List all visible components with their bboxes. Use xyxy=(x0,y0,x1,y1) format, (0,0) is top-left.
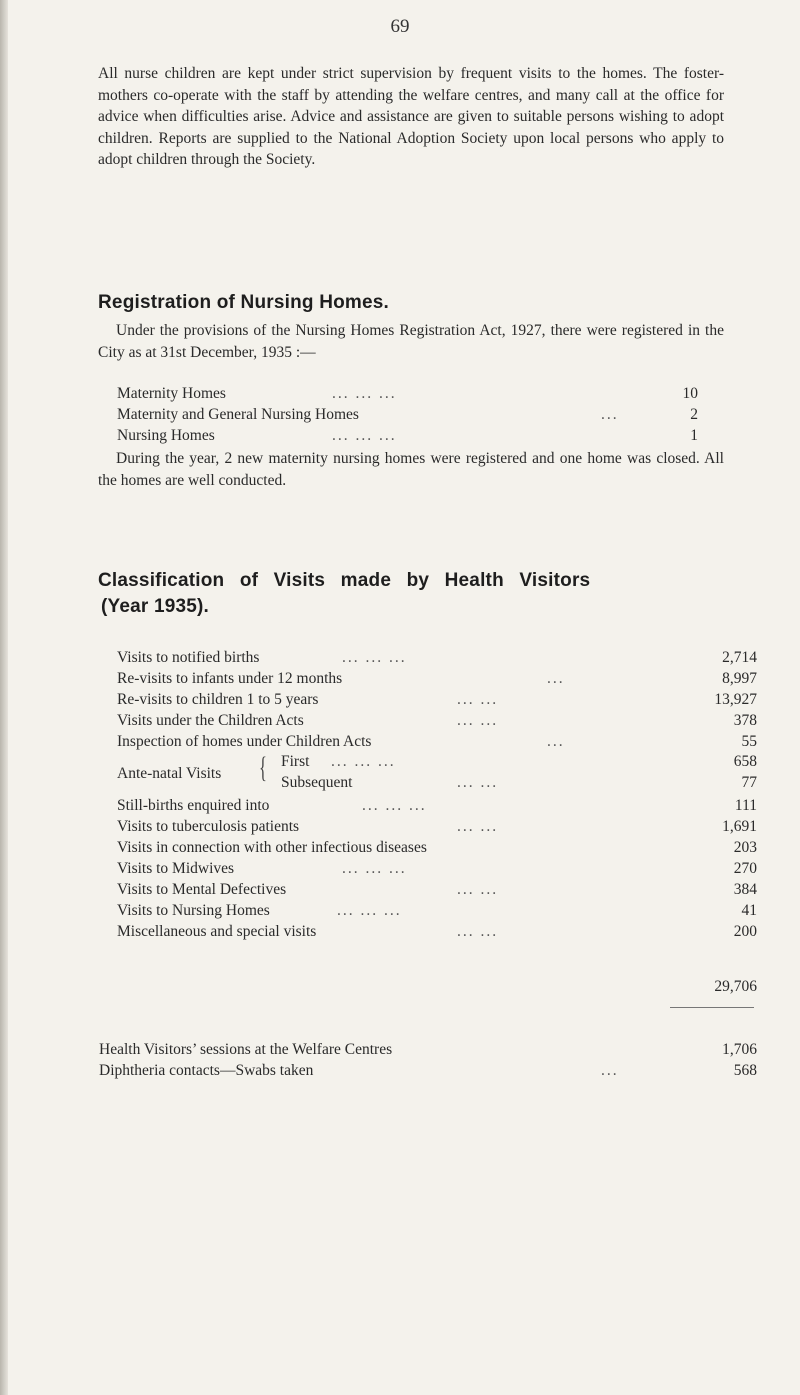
row-value: 13,927 xyxy=(714,691,757,708)
row-label: Visits to Mental Defectives xyxy=(117,881,287,898)
leader-dots: ... xyxy=(601,1062,619,1079)
item-value: 1 xyxy=(690,427,698,444)
leader-dots: ... xyxy=(547,733,565,750)
row-value: 77 xyxy=(741,774,757,791)
row-value: 41 xyxy=(741,902,757,919)
leader-dots: ... ... xyxy=(457,881,499,898)
row-label: Still-births enquired into xyxy=(117,797,270,814)
item-value: 2 xyxy=(690,406,698,423)
leader-dots: ... ... xyxy=(457,818,499,835)
page-binding-edge xyxy=(0,0,8,1395)
leader-dots: ... ... ... xyxy=(362,797,427,814)
leader-dots: ... ... xyxy=(457,712,499,729)
row-value: 200 xyxy=(733,923,757,940)
item-value: 10 xyxy=(682,385,698,402)
brace-glyph: { xyxy=(259,751,267,784)
leader-dots: ... ... xyxy=(457,691,499,708)
row-value: 270 xyxy=(733,860,757,877)
row-value: 1,691 xyxy=(722,818,757,835)
leader-dots: ... ... ... xyxy=(331,753,396,770)
row-value: 203 xyxy=(733,839,757,856)
row-sub-label: First xyxy=(281,753,310,770)
total-value: 29,706 xyxy=(714,978,757,995)
row-label: Visits to notified births xyxy=(117,649,260,666)
total-rule xyxy=(670,1007,754,1008)
row-value: 658 xyxy=(733,753,757,770)
nursing-homes-after-text: During the year, 2 new maternity nursing homes were registered and one home was closed. All the homes are well conducted. xyxy=(98,450,724,489)
row-label: Visits under the Children Acts xyxy=(117,712,304,729)
item-label: Nursing Homes xyxy=(117,427,215,444)
row-value: 111 xyxy=(734,797,757,814)
row-label: Miscellaneous and special visits xyxy=(117,923,317,940)
leader-dots: ... ... xyxy=(457,923,499,940)
leader-dots: ... xyxy=(601,406,619,423)
row-value: 568 xyxy=(733,1062,757,1079)
row-value: 384 xyxy=(733,881,757,898)
row-label: Re-visits to infants under 12 months xyxy=(117,670,343,687)
row-value: 378 xyxy=(733,712,757,729)
row-value: 2,714 xyxy=(722,649,757,666)
leader-dots: ... xyxy=(547,670,565,687)
page-number: 69 xyxy=(390,16,410,37)
intro-paragraph: All nurse children are kept under strict supervision by frequent visits to the homes. The foster-mothers co-operate with the staff by attending the welfare centres, and many call at the office for advice when difficulties arise. Advice and assistance are given to suitable persons wishing to adopt children. Reports are supplied to the National Adoption Society upon local persons who apply to adopt children through the Society. xyxy=(98,65,724,168)
leader-dots: ... ... ... xyxy=(337,902,402,919)
row-label: Health Visitors’ sessions at the Welfare Centres xyxy=(99,1041,393,1058)
row-value: 1,706 xyxy=(722,1041,757,1058)
visits-heading-year: (Year 1935). xyxy=(101,596,210,617)
leader-dots: ... ... ... xyxy=(342,649,407,666)
item-label: Maternity Homes xyxy=(117,385,226,402)
row-label: Visits to Nursing Homes xyxy=(117,902,270,919)
row-sub-label: Subsequent xyxy=(281,774,353,791)
leader-dots: ... ... ... xyxy=(332,427,397,444)
row-label: Ante-natal Visits xyxy=(117,765,222,782)
row-value: 8,997 xyxy=(722,670,757,687)
visits-heading-title: Classification of Visits made by Health Visitors xyxy=(98,570,591,591)
leader-dots: ... ... xyxy=(457,774,499,791)
row-value: 55 xyxy=(741,733,757,750)
nursing-homes-statute-text: Under the provisions of the Nursing Homes Registration Act, 1927, there were registered in the City as at 31st December, 1935 :— xyxy=(98,322,724,361)
row-label: Visits to Midwives xyxy=(117,860,235,877)
row-label: Diphtheria contacts—Swabs taken xyxy=(99,1062,314,1079)
row-label: Inspection of homes under Children Acts xyxy=(117,733,372,750)
row-label: Visits in connection with other infectious diseases xyxy=(117,839,427,856)
nursing-homes-heading: Registration of Nursing Homes. xyxy=(98,292,390,313)
visits-heading xyxy=(98,570,738,618)
leader-dots: ... ... ... xyxy=(342,860,407,877)
leader-dots: ... ... ... xyxy=(332,385,397,402)
item-label: Maternity and General Nursing Homes xyxy=(117,406,359,423)
row-label: Visits to tuberculosis patients xyxy=(117,818,300,835)
row-label: Re-visits to children 1 to 5 years xyxy=(117,691,319,708)
